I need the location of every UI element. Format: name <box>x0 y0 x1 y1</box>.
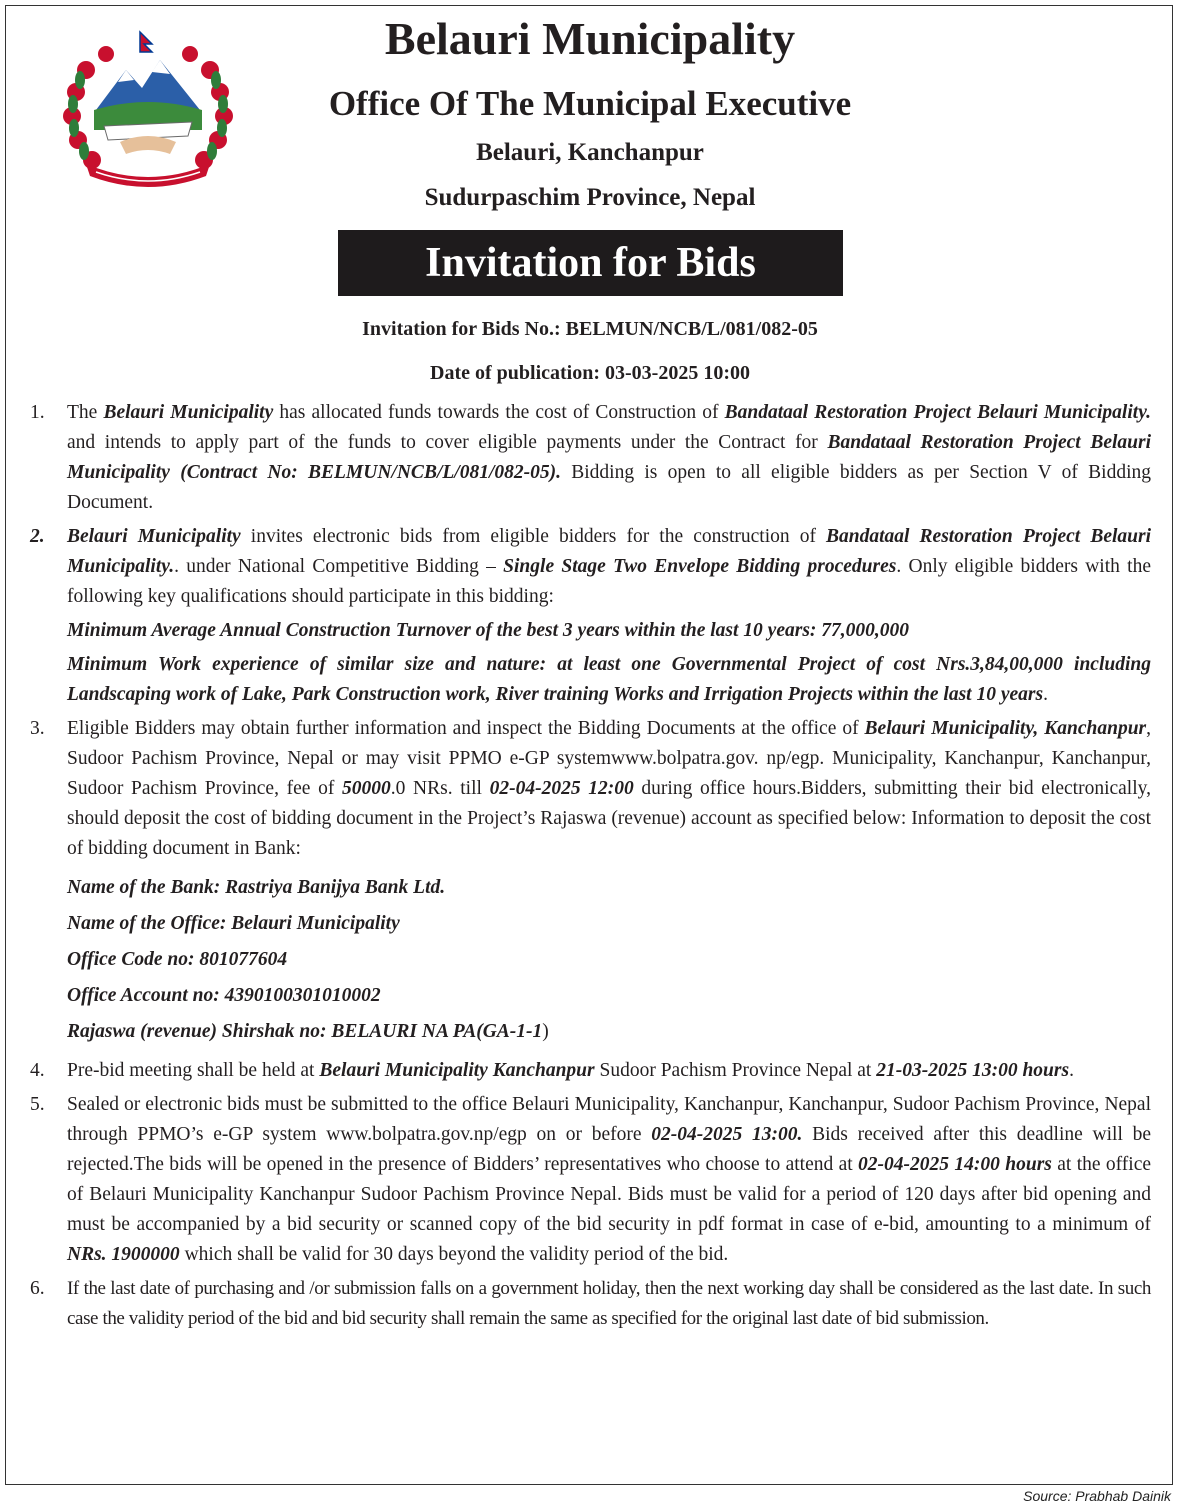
bank-name: Name of the Bank: Rastriya Banijya Bank Ltd. <box>67 877 446 898</box>
list-item-4 <box>30 1056 1151 1086</box>
bank-details <box>30 870 1151 1050</box>
item-number: 4. <box>30 1060 45 1081</box>
item-number: 6. <box>30 1278 45 1299</box>
item-text: If the last date of purchasing and /or submission falls on a government holiday, then the next working day shall be considered as the last date. In such case the validity period of the bid and bid security shall remain the same as specified for the original last date of bid submission. <box>67 1278 1151 1329</box>
qualification-turnover: Minimum Average Annual Construction Turnover of the best 3 years within the last 10 years: 77,000,000 <box>67 620 910 641</box>
nepal-emblem-icon <box>56 30 240 190</box>
bank-rajaswa: Rajaswa (revenue) Shirshak no: BELAURI NA PA(GA-1-1) <box>67 1021 549 1042</box>
item-number: 5. <box>30 1094 45 1115</box>
bank-account: Office Account no: 4390100301010002 <box>67 985 381 1006</box>
list-item-3 <box>30 714 1151 864</box>
item-text: Eligible Bidders may obtain further information and inspect the Bidding Documents at the office of Belauri Municipality, Kanchanpur, Sudoor Pachism Province, Nepal or may visit PPMO e-GP systemwww.bolpatra.gov. np/egp. Municipality, Kanchanpur, Kanchanpur, Sudoor Pachism Province, fee of 50000.0 NRs. till 02-04-2025 12:00 during office hours.Bidders, submitting their bid electronically, should deposit the cost of bidding document in the Project’s Rajaswa (revenue) account as specified below: Information to deposit the cost of bidding document in Bank: <box>67 718 1152 859</box>
list-item-6 <box>30 1274 1151 1334</box>
item-text: Sealed or electronic bids must be submitted to the office Belauri Municipality, Kanchanpur, Kanchanpur, Sudoor Pachism Province, Nepal through PPMO’s e-GP system www.bolpatra.gov.np/egp on or before 02-04-2025 13:00. Bids received after this deadline will be rejected.The bids will be opened in the presence of Bidders’ representatives who choose to attend at 02-04-2025 14:00 hours at the office of Belauri Municipality Kanchanpur Sudoor Pachism Province Nepal. Bids must be valid for a period of 120 days after bid opening and must be accompanied by a bid security or scanned copy of the bid security in pdf format in case of e-bid, amounting to a minimum of NRs. 1900000 which shall be valid for 30 days beyond the validity period of the bid. <box>67 1094 1152 1265</box>
source-credit: Source: Prabhab Dainik <box>1023 1488 1171 1504</box>
bid-number: Invitation for Bids No.: BELMUN/NCB/L/081/082-05 <box>362 318 818 340</box>
item-number: 3. <box>30 718 45 739</box>
item-text: The Belauri Municipality has allocated funds towards the cost of Construction of Bandataal Restoration Project Belauri Municipality. and intends to apply part of the funds to cover eligible payments under the Contract for Bandataal Restoration Project Belauri Municipality (Contract No: BELMUN/NCB/L/081/082-05). Bidding is open to all eligible bidders as per Section V of Bidding Document. <box>67 402 1152 513</box>
bank-office-code: Office Code no: 801077604 <box>67 949 288 970</box>
list-item-1 <box>30 398 1151 518</box>
province-line: Sudurpaschim Province, Nepal <box>424 184 756 211</box>
municipality-title: Belauri Municipality <box>384 13 796 64</box>
list-item-5 <box>30 1090 1151 1270</box>
office-title: Office Of The Municipal Executive <box>328 84 852 123</box>
item-number: 1. <box>30 402 45 423</box>
bank-office: Name of the Office: Belauri Municipality <box>67 913 400 934</box>
item-text: Belauri Municipality invites electronic bids from eligible bidders for the construction of Bandataal Restoration Project Belauri Municipality.. under National Competitive Bidding – Single Stage Two Envelope Bidding procedures. Only eligible bidders with the following key qualifications should participate in this bidding: <box>67 526 1151 607</box>
location-line: Belauri, Kanchanpur <box>476 139 704 166</box>
invitation-banner: Invitation for Bids <box>338 230 843 296</box>
item-text: Pre-bid meeting shall be held at Belauri Municipality Kanchanpur Sudoor Pachism Province Nepal at 21-03-2025 13:00 hours. <box>67 1060 1074 1081</box>
item-number: 2. <box>30 526 45 547</box>
publication-date: Date of publication: 03-03-2025 10:00 <box>430 362 750 384</box>
notice-body <box>30 398 1151 1338</box>
list-item-2 <box>30 522 1151 612</box>
qualification-experience: Minimum Work experience of similar size and nature: at least one Governmental Project of cost Nrs.3,84,00,000 including Landscaping work of Lake, Park Construction work, River training Works and Irrigation Projects within the last 10 years. <box>67 654 1151 705</box>
